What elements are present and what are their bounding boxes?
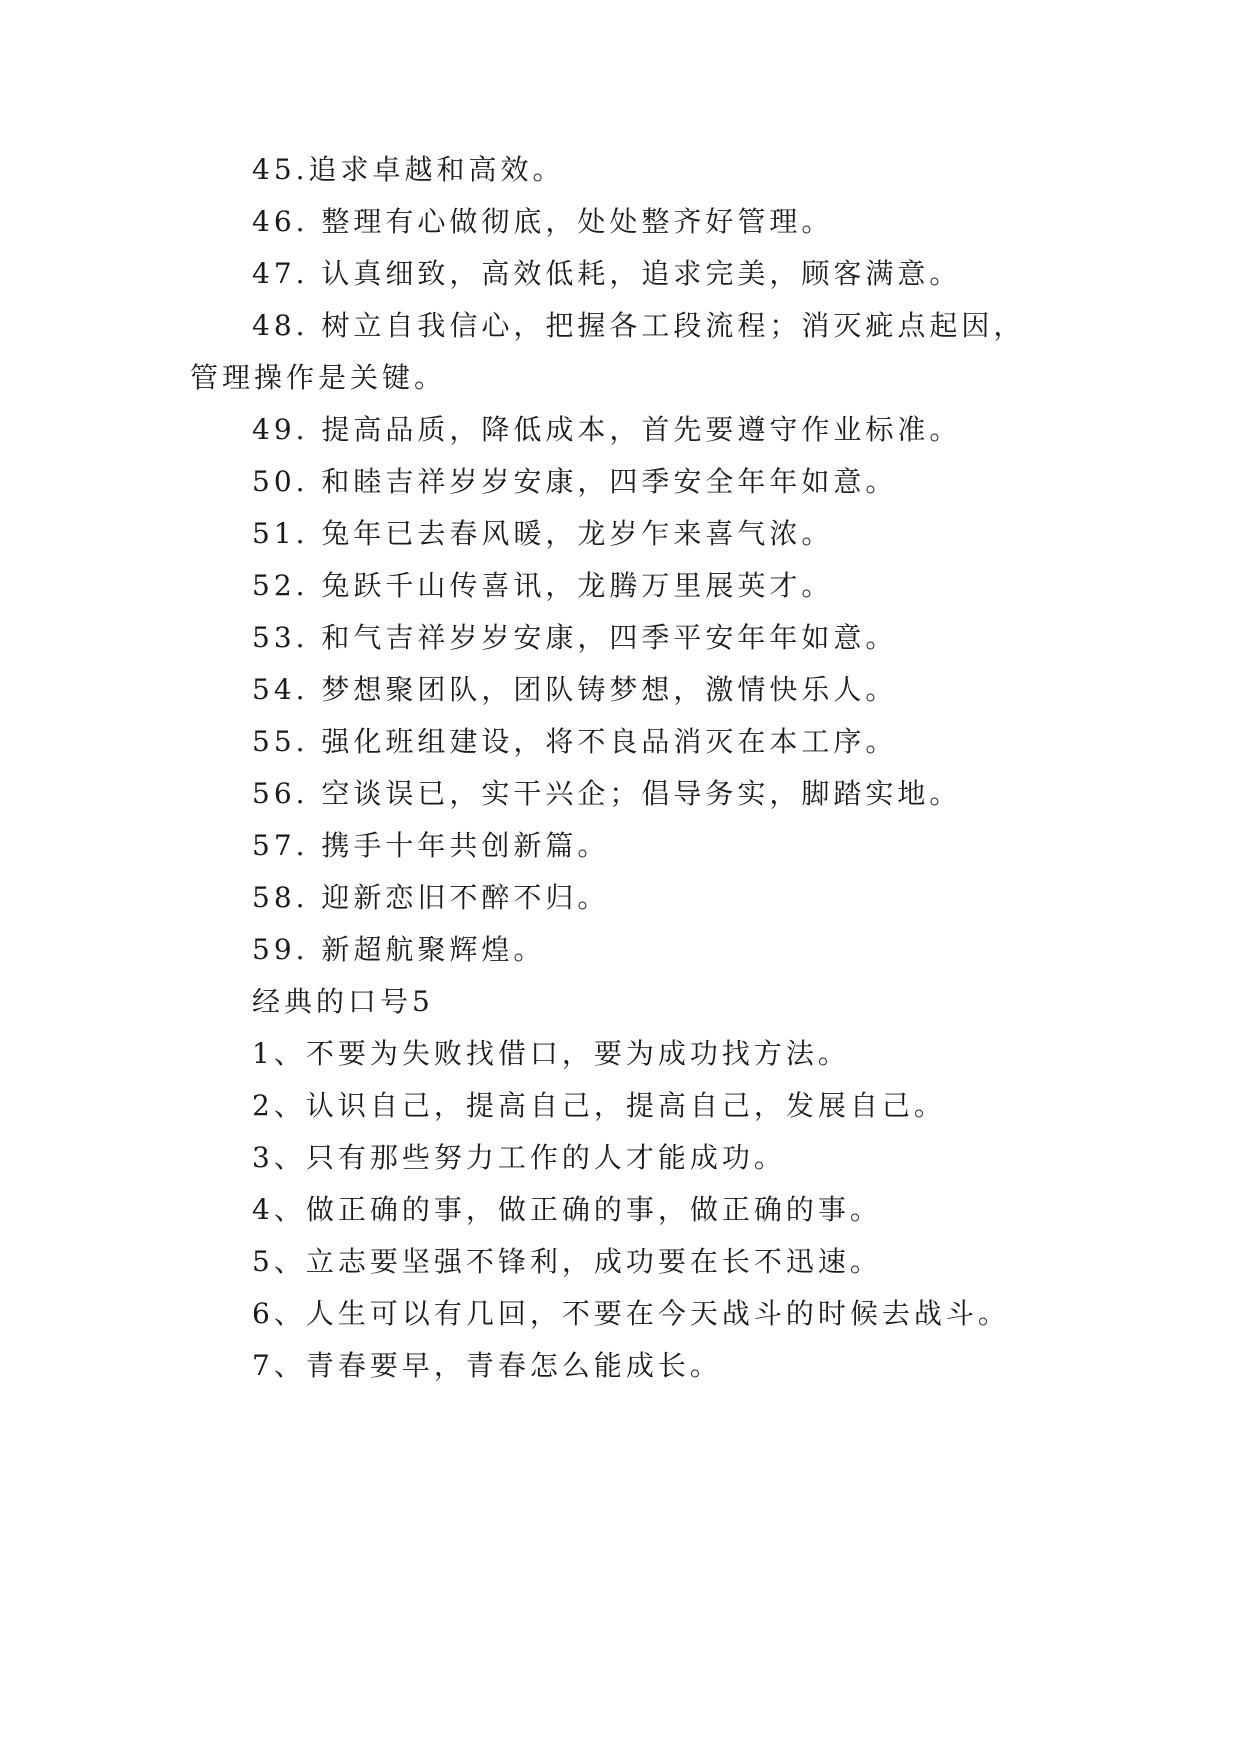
text-line: 45.追求卓越和高效。 [252, 153, 565, 186]
text-line: 48. 树立自我信心，把握各工段流程；消灭疵点起因， [252, 309, 1026, 342]
text-line: 57. 携手十年共创新篇。 [252, 829, 610, 862]
text-line: 58. 迎新恋旧不醉不归。 [252, 881, 610, 914]
text-line: 6、人生可以有几回，不要在今天战斗的时候去战斗。 [252, 1297, 1010, 1330]
text-line: 7、青春要早，青春怎么能成长。 [252, 1349, 722, 1382]
text-line: 56. 空谈误已，实干兴企；倡导务实，脚踏实地。 [252, 777, 962, 810]
text-line: 49. 提高品质，降低成本，首先要遵守作业标准。 [252, 413, 962, 446]
text-line: 46. 整理有心做彻底，处处整齐好管理。 [252, 205, 834, 238]
text-line: 55. 强化班组建设，将不良品消灭在本工序。 [252, 725, 898, 758]
text-line: 47. 认真细致，高效低耗，追求完美，顾客满意。 [252, 257, 962, 290]
text-line: 53. 和气吉祥岁岁安康，四季平安年年如意。 [252, 621, 898, 654]
text-line: 52. 兔跃千山传喜讯，龙腾万里展英才。 [252, 569, 834, 602]
text-line: 54. 梦想聚团队，团队铸梦想，激情快乐人。 [252, 673, 898, 706]
text-line: 50. 和睦吉祥岁岁安康，四季安全年年如意。 [252, 465, 898, 498]
text-line: 4、做正确的事，做正确的事，做正确的事。 [252, 1193, 882, 1226]
text-line: 51. 兔年已去春风暖，龙岁乍来喜气浓。 [252, 517, 834, 550]
text-line: 2、认识自己，提高自己，提高自己，发展自己。 [252, 1089, 946, 1122]
text-line: 5、立志要坚强不锋利，成功要在长不迅速。 [252, 1245, 882, 1278]
text-line: 1、不要为失败找借口，要为成功找方法。 [252, 1037, 850, 1070]
text-line: 3、只有那些努力工作的人才能成功。 [252, 1141, 786, 1174]
text-line: 管理操作是关键。 [190, 361, 447, 394]
section-heading: 经典的口号5 [252, 985, 434, 1018]
text-line: 59. 新超航聚辉煌。 [252, 933, 546, 966]
